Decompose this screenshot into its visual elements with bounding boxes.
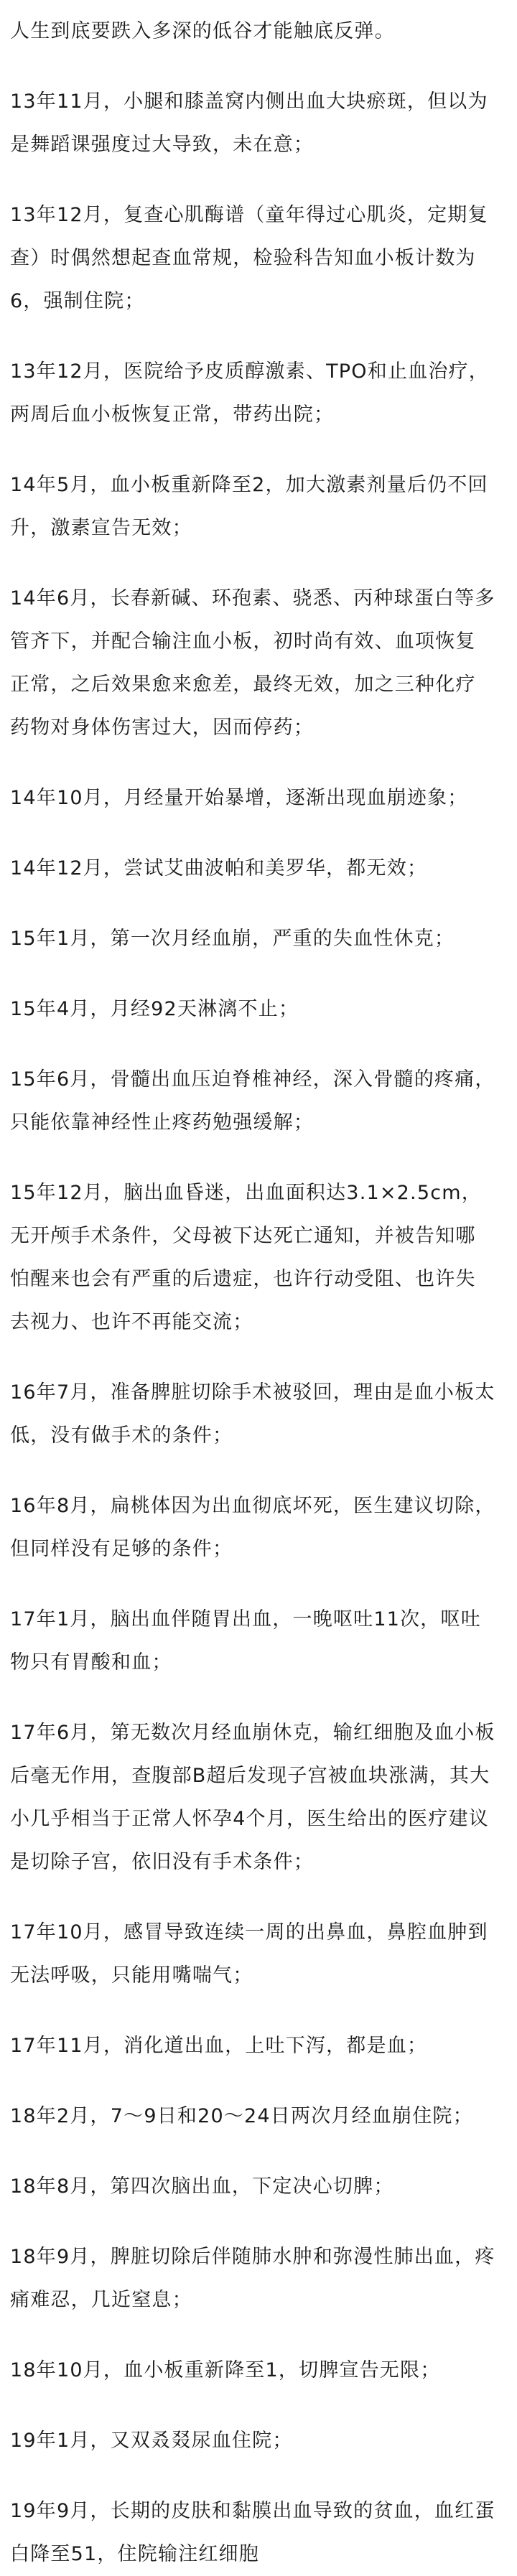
paragraph-entry: 18年2月，7～9日和20～24日两次月经血崩住院；: [10, 2105, 473, 2127]
paragraph-entry: 17年10月，感冒导致连续一周的出鼻血，鼻腔血肿到无法呼吸，只能用嘴喘气；: [10, 1921, 488, 1987]
paragraph-entry: 18年9月，脾脏切除后伴随肺水肿和弥漫性肺出血，疼痛难忍，几近窒息；: [10, 2246, 495, 2311]
paragraph-entry: 17年6月，第无数次月经血崩休克，输红细胞及血小板后毫无作用，查腹部B超后发现子宫被血块涨满，其大小几乎相当于正常人怀孕4个月，医生给出的医疗建议是切除子宫，依旧没有手术条件；: [10, 1722, 495, 1873]
paragraph-entry: 16年7月，准备脾脏切除手术被驳回，理由是血小板太低，没有做手术的条件；: [10, 1381, 495, 1447]
paragraph-entry: 19年9月，长期的皮肤和黏膜出血导致的贫血，血红蛋白降至51，住院输注红细胞: [10, 2500, 495, 2565]
paragraph-entry: 18年10月，血小板重新降至1，切脾宣告无限；: [10, 2359, 441, 2381]
paragraph-intro: 人生到底要跌入多深的低谷才能触底反弹。: [10, 20, 395, 42]
paragraph-entry: 15年6月，骨髓出血压迫脊椎神经，深入骨髓的疼痛，只能依靠神经性止疼药勉强缓解；: [10, 1068, 495, 1134]
paragraph-entry: 14年5月，血小板重新降至2，加大激素剂量后仍不回升，激素宣告无效；: [10, 474, 488, 539]
paragraph-entry: 18年8月，第四次脑出血，下定决心切脾；: [10, 2175, 394, 2198]
paragraph-entry: 13年11月，小腿和膝盖窝内侧出血大块瘀斑，但以为是舞蹈课强度过大导致，未在意；: [10, 90, 488, 156]
paragraph-entry: 13年12月，复查心肌酶谱（童年得过心肌炎，定期复查）时偶然想起查血常规，检验科告知血小板计数为6，强制住院；: [10, 204, 488, 312]
paragraph-entry: 15年12月，脑出血昏迷，出血面积达3.1×2.5cm，无开颅手术条件，父母被下达死亡通知，并被告知哪怕醒来也会有严重的后遗症，也许行动受阻、也许失去视力、也许不再能交流；: [10, 1182, 482, 1333]
paragraph-entry: 13年12月，医院给予皮质醇激素、TPO和止血治疗，两周后血小板恢复正常，带药出院；: [10, 360, 489, 426]
paragraph-entry: 14年10月，月经量开始暴增，逐渐出现血崩迹象；: [10, 787, 468, 809]
paragraph-entry: 19年1月，又双叒叕尿血住院；: [10, 2430, 293, 2452]
paragraph-entry: 16年8月，扁桃体因为出血彻底坏死，医生建议切除，但同样没有足够的条件；: [10, 1495, 495, 1560]
paragraph-entry: 17年11月，消化道出血，上吐下泻，都是血；: [10, 2035, 428, 2057]
paragraph-entry: 14年12月，尝试艾曲波帕和美罗华，都无效；: [10, 857, 428, 879]
paragraph-entry: 14年6月，长春新碱、环孢素、骁悉、丙种球蛋白等多管齐下，并配合输注血小板，初时尚有效、血项恢复正常，之后效果愈来愈差，最终无效，加之三种化疗药物对身体伤害过大，因而停药；: [10, 587, 495, 739]
paragraph-entry: 15年1月，第一次月经血崩，严重的失血性休克；: [10, 928, 455, 950]
paragraph-entry: 15年4月，月经92天淋漓不止；: [10, 998, 299, 1020]
paragraph-entry: 17年1月，脑出血伴随胃出血，一晚呕吐11次，呕吐物只有胃酸和血；: [10, 1608, 481, 1674]
